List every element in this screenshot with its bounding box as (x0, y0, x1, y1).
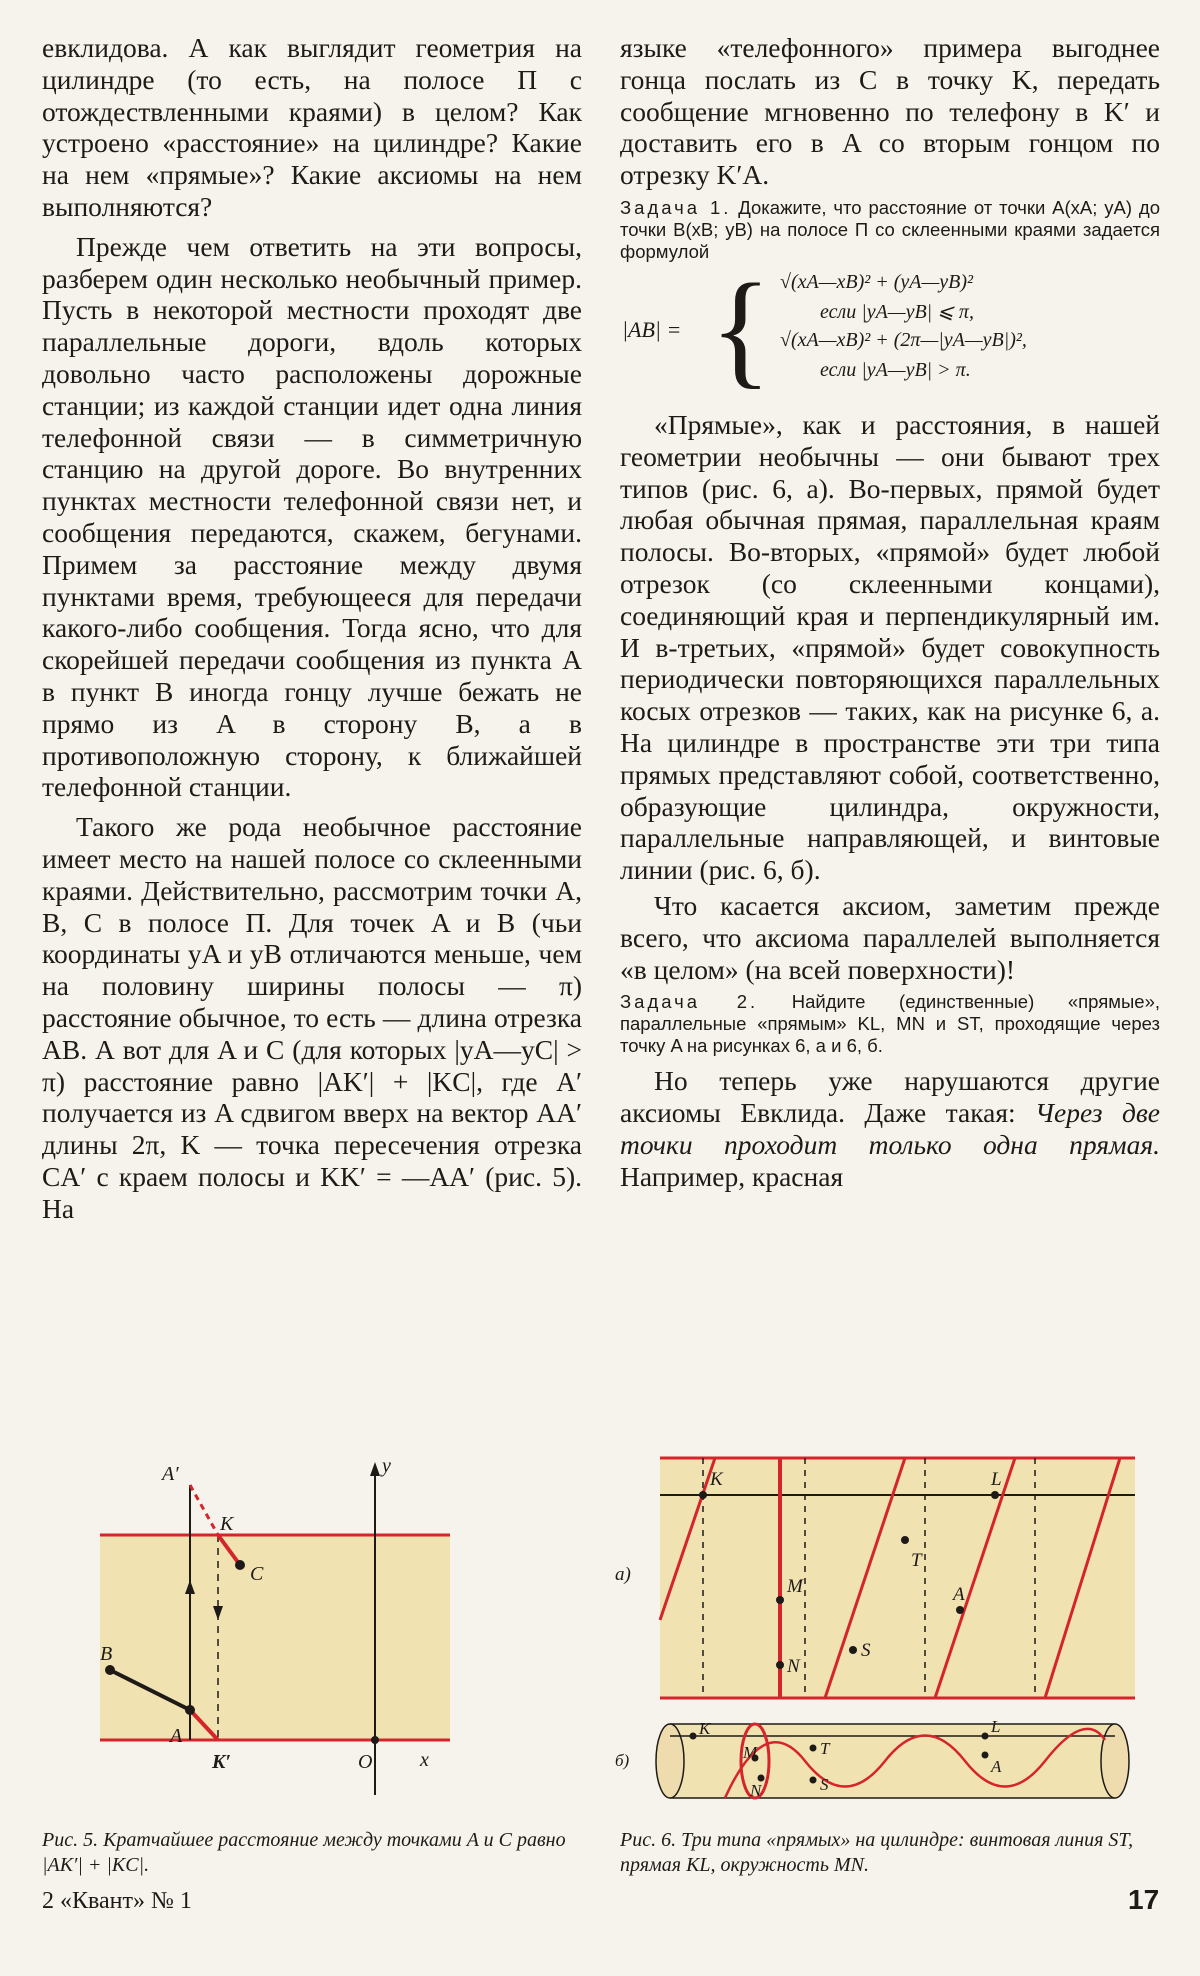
point-a-T (901, 1536, 909, 1544)
point-a-L (991, 1491, 999, 1499)
task-1-text: Докажите, что расстояние от точки A(xA; yA) до точки B(xB; yB) на полосе П со склеенными краями задается формулой (620, 196, 1161, 262)
label-b-K: K (699, 1719, 711, 1738)
task-1 (620, 197, 1160, 263)
formula-cond-1: если |yA—yB| ⩽ π, (820, 300, 974, 323)
label-A: A (170, 1725, 183, 1747)
point-C (235, 1560, 245, 1570)
label-C: C (250, 1563, 264, 1585)
footer-issue: 2 «Квант» № 1 (42, 1888, 192, 1914)
right-paragraph-4 (620, 1065, 1160, 1192)
label-b-T: T (820, 1739, 830, 1758)
task-2-text: Найдите (единственные) «прямые», параллельные «прямым» KL, MN и ST, проходящие через точку A на рисунках 6, а и 6, б. (620, 991, 1160, 1057)
figure-6 (615, 1440, 1175, 1810)
left-paragraph-3: Такого же рода необычное расстояние имеет место на нашей полосе со склеенными краями. Действительно, рассмотрим точки A, B, C в полосе П. Для точек A и B (чьи координаты yA и yB отличаются меньше, чем на половину ширины полосы — π) расстояние обычное, то есть — длина отрезка AB. А вот для A и C (для которых |yA—yC| > π) расстояние равно |AK′| + |KC|, где A′ получается из A сдвигом вверх на вектор AA′ длины 2π, K — точка пересечения отрезка CA′ с краем полосы и KK′ = —AA′ (рис. 5). На (42, 811, 582, 1224)
label-fig6-b: б) (615, 1751, 630, 1770)
strip (100, 1535, 450, 1740)
p4-end: Например, красная (620, 1160, 844, 1192)
formula-case-1: √(xA—xB)² + (yA—yB)² (780, 270, 974, 293)
task-2 (620, 991, 1160, 1057)
figure-6-caption: Рис. 6. Три типа «прямых» на цилиндре: винтовая линия ST, прямая KL, окружность MN. (620, 1829, 1134, 1876)
task-1-label: Задача 1. (620, 196, 732, 218)
point-b-K (690, 1733, 697, 1740)
point-A (185, 1705, 195, 1715)
p4-start: Но теперь уже нарушаются другие аксиомы Евклида. Даже такая: (620, 1065, 1160, 1129)
left-column (42, 32, 582, 1224)
label-a-T: T (911, 1550, 922, 1571)
cylinder-right-end (1101, 1724, 1129, 1798)
label-a-A: A (953, 1584, 965, 1605)
left-paragraph-1: евклидова. А как выглядит геометрия на цилиндре (то есть, на полосе П с отождествленными краями) в целом? Как устроено «расстояние» на цилиндре? Какие на нем «прямые»? Какие аксиомы на нем выполняются? (42, 32, 582, 222)
point-a-A (956, 1606, 964, 1614)
figure-5-caption: Рис. 5. Кратчайшее расстояние между точками A и C равно |AK′| + |KC|. (42, 1829, 566, 1876)
origin-O (371, 1736, 379, 1744)
right-paragraph-2: «Прямые», как и расстояния, в нашей геометрии необычны — они бывают трех типов (рис. 6, а). Во-первых, прямой будет любая обычная прямая, параллельная краям полосы. Во-вторых, «прямой» будет любой отрезок (со склеенными концами), соединяющий края и перпендикулярный им. И в-третьих, «прямой» будет совокупность периодически повторяющихся параллельных косых отрезков — таких, как на рисунке 6, а. На цилиндре в пространстве эти три типа прямых представляют собой, соответственно, образующие цилиндра, окружности, параллельные направляющей, и винтовые линии (рис. 6, б). (620, 408, 1160, 886)
label-x: x (420, 1749, 429, 1771)
cylinder-left-end (656, 1724, 684, 1798)
figure-5 (90, 1450, 470, 1810)
label-a-S: S (861, 1640, 871, 1661)
label-B: B (100, 1643, 113, 1665)
label-a-N: N (787, 1656, 800, 1677)
p4-italic: Через две точки проходит только одна прямая. (620, 1097, 1160, 1160)
point-b-A (982, 1752, 989, 1759)
label-A-prime: A′ (162, 1463, 179, 1485)
point-a-N (776, 1661, 784, 1669)
formula-lhs: |AB| = (622, 316, 682, 342)
task-2-label: Задача 2. (620, 991, 759, 1013)
point-a-M (776, 1596, 784, 1604)
label-fig6-a: а) (615, 1564, 631, 1585)
label-b-A: A (991, 1757, 1002, 1776)
label-a-M: M (787, 1576, 803, 1597)
label-b-N: N (750, 1781, 762, 1800)
label-O: O (358, 1751, 373, 1773)
formula-brace: { (710, 257, 772, 400)
label-a-L: L (991, 1469, 1002, 1490)
left-paragraph-2: Прежде чем ответить на эти вопросы, разберем один несколько необычный пример. Пусть в некоторой местности проходят две параллельные дороги, вдоль которых довольно часто расположены дорожные станции; из каждой станции идет одна линия телефонной связи — в симметричную станцию на другой дороге. Во внутренних пунктах местности телефонной связи нет, и сообщения передаются, скажем, бегунами. Примем за расстояние между двумя пунктами время, требующееся для передачи какого-либо сообщения. Тогда ясно, что для скорейшей передачи сообщения из пункта A в пункт B иногда гонцу лучше бежать не прямо из A в сторону B, а в противоположную сторону, к ближайшей телефонной станции. (42, 230, 582, 803)
point-b-S (810, 1777, 817, 1784)
label-b-S: S (820, 1775, 829, 1794)
distance-formula (620, 257, 1160, 400)
label-b-L: L (991, 1717, 1001, 1736)
label-K: K (220, 1513, 234, 1535)
formula-case-2: √(xA—xB)² + (2π—|yA—yB|)², (780, 328, 1027, 351)
y-axis-arrow (370, 1462, 380, 1476)
formula-cond-2: если |yA—yB| > π. (820, 358, 971, 381)
label-y: y (382, 1455, 391, 1477)
right-column (620, 32, 1160, 1193)
right-paragraph-3: Что касается аксиом, заметим прежде всего, что аксиома параллелей выполняется «в целом» (на всей поверхности)! (620, 889, 1160, 985)
segment-A-prime-K (190, 1485, 218, 1535)
label-b-M: M (743, 1743, 758, 1762)
cylinder-body (670, 1724, 1115, 1798)
right-paragraph-1: языке «телефонного» примера выгоднее гонца послать из C в точку K, передать сообщение мгновенно по телефону в K′ и доставить его в A со вторым гонцом по отрезку K′A. (620, 32, 1160, 191)
point-a-S (849, 1646, 857, 1654)
point-B (105, 1665, 115, 1675)
point-a-K (699, 1491, 707, 1499)
label-a-K: K (710, 1469, 723, 1490)
label-K-prime: K′ (212, 1751, 231, 1773)
point-b-T (810, 1745, 817, 1752)
point-b-L (982, 1733, 989, 1740)
page-number: 17 (1128, 1884, 1160, 1915)
